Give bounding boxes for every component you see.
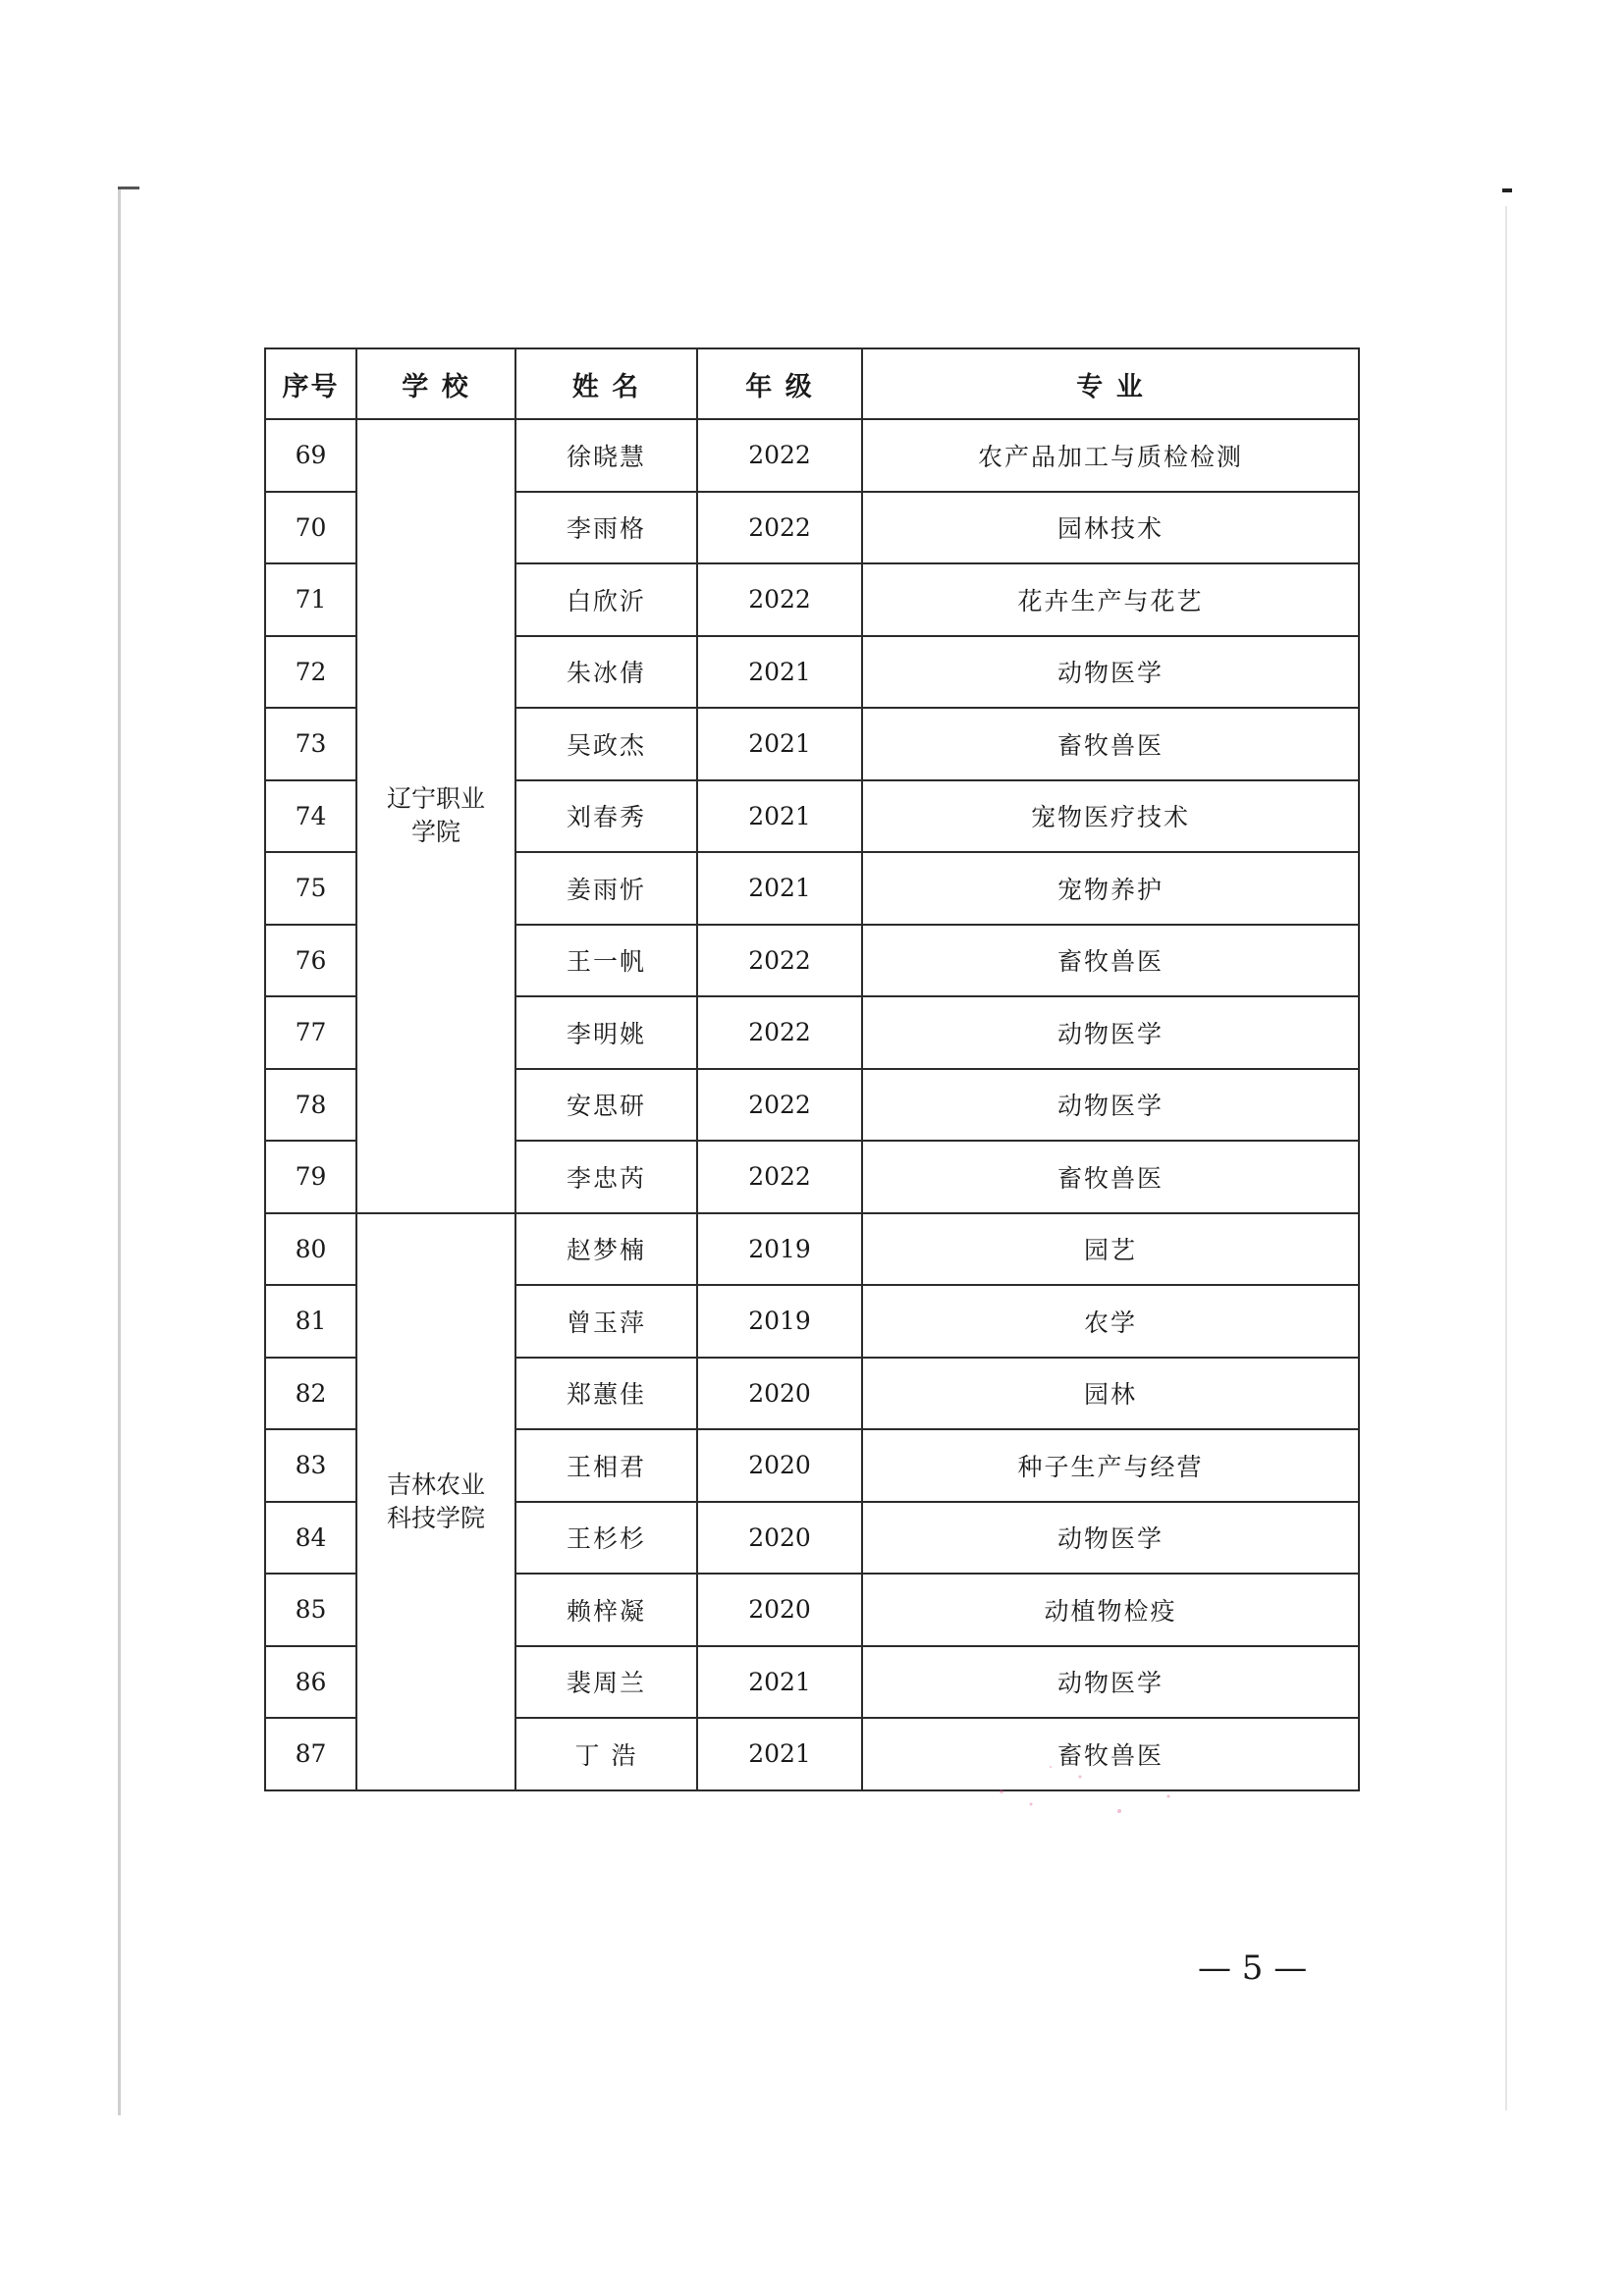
scan-corner-mark-right	[1502, 188, 1512, 192]
cell-major: 宠物医疗技术	[862, 780, 1359, 853]
page-number: — 5 —	[1198, 1949, 1308, 1988]
cell-index: 73	[265, 708, 356, 780]
header-index: 序号	[265, 348, 356, 419]
cell-major: 畜牧兽医	[862, 708, 1359, 780]
cell-major: 动物医学	[862, 636, 1359, 709]
cell-index: 72	[265, 636, 356, 709]
school-name-line-1: 吉林农业	[386, 1469, 485, 1499]
cell-index: 80	[265, 1213, 356, 1286]
cell-index: 78	[265, 1069, 356, 1142]
cell-school	[356, 419, 515, 1213]
cell-name: 李忠芮	[515, 1141, 697, 1213]
cell-name: 丁 浩	[515, 1718, 697, 1790]
cell-name: 李明姚	[515, 996, 697, 1069]
cell-index: 75	[265, 852, 356, 925]
cell-name: 王杉杉	[515, 1502, 697, 1575]
header-grade: 年 级	[697, 348, 862, 419]
cell-index: 83	[265, 1429, 356, 1502]
cell-grade: 2021	[697, 852, 862, 925]
cell-major: 宠物养护	[862, 852, 1359, 925]
school-name-line-1: 辽宁职业	[386, 784, 485, 814]
cell-major: 园林	[862, 1358, 1359, 1430]
header-row	[265, 348, 1359, 419]
cell-index: 85	[265, 1574, 356, 1646]
cell-index: 84	[265, 1502, 356, 1575]
cell-major: 畜牧兽医	[862, 925, 1359, 997]
cell-name: 裴周兰	[515, 1646, 697, 1719]
school-name-line-2: 科技学院	[386, 1503, 485, 1532]
cell-index: 87	[265, 1718, 356, 1790]
cell-grade: 2020	[697, 1358, 862, 1430]
student-roster-table	[264, 347, 1360, 1791]
table-row	[265, 419, 1359, 492]
school-name-line-2: 学院	[410, 818, 460, 847]
cell-grade: 2020	[697, 1502, 862, 1575]
cell-name: 姜雨忻	[515, 852, 697, 925]
cell-index: 70	[265, 492, 356, 564]
cell-grade: 2022	[697, 1141, 862, 1213]
cell-name: 徐晓慧	[515, 419, 697, 492]
scan-edge-left	[118, 187, 121, 2115]
cell-index: 82	[265, 1358, 356, 1430]
cell-grade: 2022	[697, 563, 862, 636]
cell-grade: 2022	[697, 419, 862, 492]
cell-major: 畜牧兽医	[862, 1141, 1359, 1213]
cell-major: 花卉生产与花艺	[862, 563, 1359, 636]
cell-index: 81	[265, 1285, 356, 1358]
cell-grade: 2022	[697, 1069, 862, 1142]
cell-major: 畜牧兽医	[862, 1718, 1359, 1790]
cell-grade: 2020	[697, 1429, 862, 1502]
cell-name: 李雨格	[515, 492, 697, 564]
cell-index: 86	[265, 1646, 356, 1719]
cell-major: 动物医学	[862, 1069, 1359, 1142]
cell-major: 园艺	[862, 1213, 1359, 1286]
scan-edge-right	[1505, 206, 1507, 2110]
header-major: 专 业	[862, 348, 1359, 419]
cell-grade: 2022	[697, 925, 862, 997]
cell-name: 安思研	[515, 1069, 697, 1142]
cell-name: 赵梦楠	[515, 1213, 697, 1286]
cell-index: 79	[265, 1141, 356, 1213]
cell-index: 71	[265, 563, 356, 636]
faint-stamp-trace	[972, 1737, 1188, 1826]
cell-grade: 2020	[697, 1574, 862, 1646]
cell-major: 动物医学	[862, 1646, 1359, 1719]
cell-name: 王相君	[515, 1429, 697, 1502]
cell-major: 农产品加工与质检检测	[862, 419, 1359, 492]
cell-grade: 2021	[697, 1646, 862, 1719]
cell-major: 种子生产与经营	[862, 1429, 1359, 1502]
cell-name: 王一帆	[515, 925, 697, 997]
cell-grade: 2021	[697, 636, 862, 709]
cell-grade: 2021	[697, 780, 862, 853]
cell-name: 朱冰倩	[515, 636, 697, 709]
table-row	[265, 1213, 1359, 1286]
cell-name: 刘春秀	[515, 780, 697, 853]
cell-grade: 2019	[697, 1213, 862, 1286]
cell-school	[356, 1213, 515, 1790]
cell-name: 郑蕙佳	[515, 1358, 697, 1430]
cell-grade: 2019	[697, 1285, 862, 1358]
cell-index: 77	[265, 996, 356, 1069]
cell-grade: 2021	[697, 708, 862, 780]
header-name: 姓 名	[515, 348, 697, 419]
cell-major: 农学	[862, 1285, 1359, 1358]
cell-major: 动植物检疫	[862, 1574, 1359, 1646]
header-school: 学 校	[356, 348, 515, 419]
cell-grade: 2021	[697, 1718, 862, 1790]
table-body	[265, 419, 1359, 1790]
cell-name: 赖梓凝	[515, 1574, 697, 1646]
scan-corner-mark	[118, 187, 139, 189]
cell-name: 白欣沂	[515, 563, 697, 636]
cell-name: 吴政杰	[515, 708, 697, 780]
cell-grade: 2022	[697, 996, 862, 1069]
cell-major: 动物医学	[862, 996, 1359, 1069]
cell-name: 曾玉萍	[515, 1285, 697, 1358]
cell-major: 动物医学	[862, 1502, 1359, 1575]
cell-index: 76	[265, 925, 356, 997]
table-header	[265, 348, 1359, 419]
cell-index: 74	[265, 780, 356, 853]
cell-index: 69	[265, 419, 356, 492]
cell-grade: 2022	[697, 492, 862, 564]
cell-major: 园林技术	[862, 492, 1359, 564]
